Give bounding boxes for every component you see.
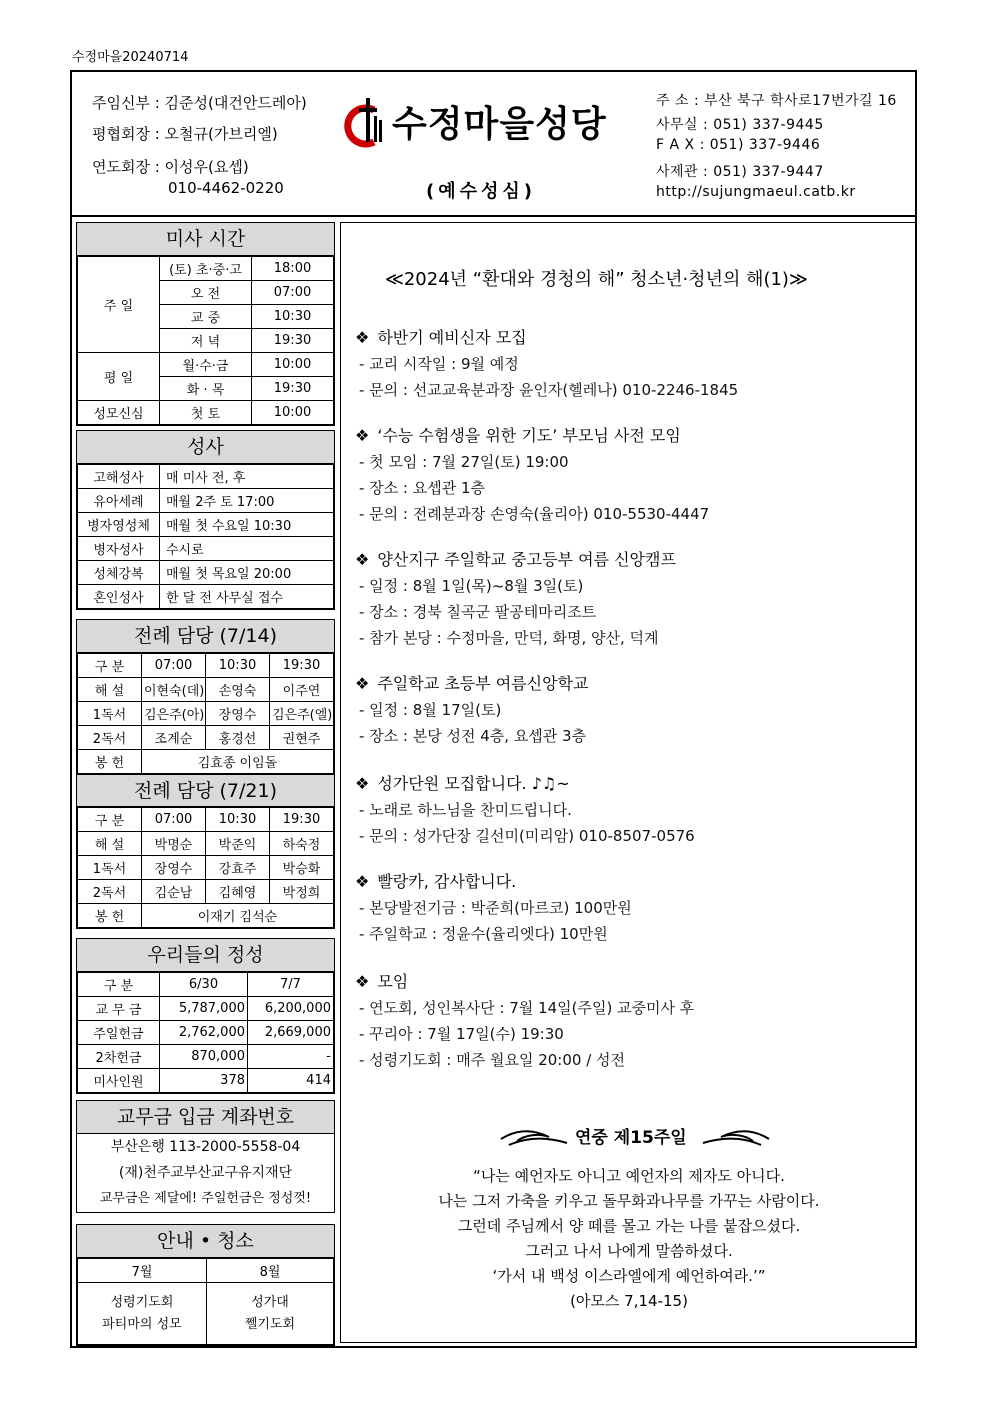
liturgy-cell: 2독서	[78, 726, 142, 750]
liturgy-cell: 강효주	[206, 856, 270, 880]
table-row	[78, 401, 334, 425]
table-row	[78, 353, 334, 377]
section-item: - 장소 : 요셉관 1층	[359, 479, 486, 497]
section-title	[355, 869, 516, 892]
liturgy-cell: 1독서	[78, 856, 142, 880]
table-row	[78, 997, 334, 1021]
cleaning-group: 성가대	[251, 1294, 289, 1310]
sacraments-box	[76, 430, 335, 610]
table-row	[78, 726, 334, 750]
cleaning-july	[78, 1283, 207, 1345]
donation-cell: 5,787,000	[160, 997, 248, 1021]
table-row	[78, 537, 334, 561]
diamond-bullet-icon: ❖	[355, 774, 370, 793]
liturgy-cell: 김은주(아)	[142, 702, 206, 726]
mass-time: 07:00	[252, 281, 334, 305]
diamond-bullet-icon: ❖	[355, 328, 370, 347]
liturgy-cell: 19:30	[270, 654, 334, 678]
liturgy-box	[76, 619, 335, 929]
section-title-text: 양산지구 주일학교 중고등부 여름 신앙캠프	[377, 550, 676, 569]
table-row	[78, 257, 334, 281]
section-item: - 문의 : 선교교육분과장 윤인자(헬레나) 010-2246-1845	[359, 381, 739, 399]
sacrament-time: 매월 첫 목요일 20:00	[160, 561, 334, 585]
table-row	[78, 904, 334, 928]
scripture-line: 그런데 주님께서 양 떼를 몰고 가는 나를 붙잡으셨다.	[457, 1217, 801, 1235]
bulletin-frame	[70, 70, 917, 1348]
year-headline: ≪2024년 “환대와 경청의 해” 청소년·청년의 해(1)≫	[385, 269, 808, 290]
cleaning-title: 안내 • 청소	[77, 1225, 334, 1258]
mass-times-box	[76, 222, 335, 426]
mass-slot: 첫 토	[160, 401, 252, 425]
document-label: 수정마을20240714	[72, 50, 189, 65]
section-title-text: 모임	[377, 972, 409, 991]
table-row	[78, 1283, 334, 1345]
pastor-line: 주임신부 : 김준성(대건안드레아)	[92, 94, 307, 112]
mass-slot: 화 · 목	[160, 377, 252, 401]
section-title	[355, 671, 588, 694]
liturgy-cell: 10:30	[206, 808, 270, 832]
account-title: 교무금 입금 계좌번호	[77, 1101, 334, 1134]
rectory-phone: 사제관 : 051) 337-9447	[656, 164, 824, 180]
section-title-text: 빨랑카, 감사합니다.	[377, 872, 517, 891]
elders-line: 연도회장 : 이성우(요셉)	[92, 158, 249, 176]
sacrament-name: 병자영성체	[78, 513, 160, 537]
mass-slot: 저 녁	[160, 329, 252, 353]
table-row	[78, 678, 334, 702]
section-item: - 일정 : 8월 17일(토)	[359, 701, 502, 719]
section-title	[355, 547, 676, 570]
cleaning-group: 성령기도회	[110, 1294, 174, 1310]
liturgy-cell: 박승화	[270, 856, 334, 880]
section-item: - 연도회, 성인복사단 : 7월 14일(주일) 교중미사 후	[359, 999, 695, 1017]
section-title	[355, 423, 681, 446]
section-item: - 주일학교 : 정윤수(율리엣다) 10만원	[359, 925, 608, 943]
account-box	[76, 1100, 335, 1213]
section-item: - 꾸리아 : 7월 17일(수) 19:30	[359, 1025, 564, 1043]
liturgy-cell: 손영숙	[206, 678, 270, 702]
table-row	[78, 1021, 334, 1045]
donation-cell: 2,669,000	[248, 1021, 334, 1045]
liturgy-cell: 07:00	[142, 654, 206, 678]
table-row	[78, 702, 334, 726]
diamond-bullet-icon: ❖	[355, 426, 370, 445]
donation-cell: 구 분	[78, 973, 160, 997]
table-row	[78, 1259, 334, 1283]
sacraments-title: 성사	[77, 431, 334, 464]
liturgy-cell: 구 분	[78, 808, 142, 832]
liturgy-cell: 구 분	[78, 654, 142, 678]
liturgy-cell: 박명순	[142, 832, 206, 856]
cleaning-table	[77, 1258, 334, 1345]
section-item: - 장소 : 경북 칠곡군 팔공테마리조트	[359, 603, 597, 621]
section-title	[355, 325, 527, 348]
diamond-bullet-icon: ❖	[355, 972, 370, 991]
section-item: - 교리 시작일 : 9월 예정	[359, 355, 519, 373]
section-title	[355, 969, 408, 992]
donation-cell: -	[248, 1045, 334, 1069]
donation-cell: 870,000	[160, 1045, 248, 1069]
scripture-reference: (아모스 7,14-15)	[570, 1292, 688, 1310]
donation-cell: 주일헌금	[78, 1021, 160, 1045]
section-title-text: 성가단원 모집합니다. ♪♫~	[377, 774, 570, 793]
liturgy-title-0714: 전례 담당 (7/14)	[77, 620, 334, 653]
sacrament-name: 병자성사	[78, 537, 160, 561]
table-row	[78, 654, 334, 678]
section-item: - 장소 : 본당 성전 4층, 요셉관 3층	[359, 727, 587, 745]
section-title	[355, 771, 570, 794]
ornament-right-icon	[701, 1125, 771, 1151]
donations-title: 우리들의 정성	[77, 939, 334, 972]
donation-cell: 교 무 금	[78, 997, 160, 1021]
donation-cell: 414	[248, 1069, 334, 1093]
section-title-text: 하반기 예비신자 모집	[377, 328, 527, 347]
month-label: 8월	[207, 1259, 334, 1283]
liturgy-cell: 07:00	[142, 808, 206, 832]
sacraments-table	[77, 464, 334, 609]
donation-cell: 2,762,000	[160, 1021, 248, 1045]
donation-cell: 미사인원	[78, 1069, 160, 1093]
mass-slot: 오 전	[160, 281, 252, 305]
weekday-label: 평 일	[78, 353, 160, 401]
month-label: 7월	[78, 1259, 207, 1283]
table-row	[78, 1069, 334, 1093]
section-item: - 노래로 하느님을 찬미드립니다.	[359, 801, 572, 819]
donation-cell: 6,200,000	[248, 997, 334, 1021]
sacrament-name: 유아세례	[78, 489, 160, 513]
section-item: - 참가 본당 : 수정마을, 만덕, 화명, 양산, 덕계	[359, 629, 659, 647]
table-row	[78, 585, 334, 609]
donation-cell: 7/7	[248, 973, 334, 997]
table-row	[78, 1045, 334, 1069]
liturgy-cell: 2독서	[78, 880, 142, 904]
sacrament-name: 혼인성사	[78, 585, 160, 609]
donation-cell: 6/30	[160, 973, 248, 997]
table-row	[78, 561, 334, 585]
table-row	[78, 750, 334, 774]
liturgy-cell: 10:30	[206, 654, 270, 678]
donations-table	[77, 972, 334, 1093]
offering-label: 봉 헌	[78, 904, 142, 928]
bulletin-header	[72, 72, 915, 217]
office-phone: 사무실 : 051) 337-9445	[656, 117, 824, 133]
council-line: 평협회장 : 오철규(가브리엘)	[92, 125, 278, 143]
table-row	[78, 880, 334, 904]
liturgy-cell: 하숙정	[270, 832, 334, 856]
mass-times-title: 미사 시간	[77, 223, 334, 256]
scripture-line: “나는 예언자도 아니고 예언자의 제자도 아니다.	[473, 1167, 785, 1185]
account-holder: (재)천주교부산교구유지재단	[118, 1165, 293, 1181]
liturgy-cell: 19:30	[270, 808, 334, 832]
mass-time: 19:30	[252, 377, 334, 401]
church-motto: (예수성심)	[426, 181, 537, 202]
liturgy-cell: 해 설	[78, 832, 142, 856]
mass-slot: 교 중	[160, 305, 252, 329]
liturgy-cell: 김은주(엘)	[270, 702, 334, 726]
mass-slot: (토) 초·중·고	[160, 257, 252, 281]
liturgy-cell: 홍경선	[206, 726, 270, 750]
diamond-bullet-icon: ❖	[355, 674, 370, 693]
liturgy-table-0714	[77, 653, 334, 774]
cleaning-august	[207, 1283, 334, 1345]
sunday-title: 연중 제15주일	[575, 1128, 687, 1148]
section-item: - 문의 : 전례분과장 손영숙(율리아) 010-5530-4447	[359, 505, 710, 523]
sacrament-time: 수시로	[160, 537, 334, 561]
offering-names: 이재기 김석순	[142, 904, 334, 928]
offering-names: 김효종 이임돌	[142, 750, 334, 774]
address-line: 주 소 : 부산 북구 학사로17번가길 16	[656, 93, 897, 109]
mass-time: 10:00	[252, 353, 334, 377]
scripture-line: ‘가서 내 백성 이스라엘에게 예언하여라.’”	[492, 1267, 766, 1285]
liturgy-cell: 김혜영	[206, 880, 270, 904]
liturgy-cell: 1독서	[78, 702, 142, 726]
liturgy-table-0721	[77, 807, 334, 928]
donation-cell: 2차헌금	[78, 1045, 160, 1069]
mass-time: 10:30	[252, 305, 334, 329]
liturgy-cell: 박준익	[206, 832, 270, 856]
section-item: - 첫 모임 : 7월 27일(토) 19:00	[359, 453, 569, 471]
table-row	[78, 465, 334, 489]
table-row	[78, 513, 334, 537]
section-item: - 성령기도회 : 매주 월요일 20:00 / 성전	[359, 1051, 626, 1069]
table-row	[78, 832, 334, 856]
mass-slot: 월·수·금	[160, 353, 252, 377]
liturgy-cell: 장영수	[206, 702, 270, 726]
sacrament-name: 성체강복	[78, 561, 160, 585]
ornament-left-icon	[499, 1125, 569, 1151]
sacrament-name: 고해성사	[78, 465, 160, 489]
section-item: - 문의 : 성가단장 길선미(미리암) 010-8507-0576	[359, 827, 695, 845]
table-row	[78, 856, 334, 880]
sunday-label: 주 일	[78, 257, 160, 353]
mass-time: 10:00	[252, 401, 334, 425]
table-row	[78, 973, 334, 997]
section-item: - 일정 : 8월 1일(목)~8월 3일(토)	[359, 577, 584, 595]
sacrament-time: 매월 2주 토 17:00	[160, 489, 334, 513]
marian-label: 성모신심	[78, 401, 160, 425]
cleaning-group: 쩰기도회	[244, 1316, 296, 1332]
announcements-panel	[340, 222, 916, 1343]
sacrament-time: 매월 첫 수요일 10:30	[160, 513, 334, 537]
liturgy-cell: 박정희	[270, 880, 334, 904]
liturgy-cell: 해 설	[78, 678, 142, 702]
liturgy-cell: 권현주	[270, 726, 334, 750]
church-emblem-icon	[344, 96, 390, 152]
website-link[interactable]: http://sujungmaeul.catb.kr	[656, 184, 856, 200]
mass-time: 18:00	[252, 257, 334, 281]
liturgy-cell: 이주연	[270, 678, 334, 702]
liturgy-cell: 장영수	[142, 856, 206, 880]
liturgy-title-0721: 전례 담당 (7/21)	[77, 774, 334, 807]
table-row	[78, 808, 334, 832]
liturgy-cell: 이현숙(데)	[142, 678, 206, 702]
liturgy-cell: 조계순	[142, 726, 206, 750]
mass-times-table	[77, 256, 334, 425]
mass-time: 19:30	[252, 329, 334, 353]
sacrament-time: 한 달 전 사무실 접수	[160, 585, 334, 609]
donations-box	[76, 938, 335, 1094]
diamond-bullet-icon: ❖	[355, 872, 370, 891]
sacrament-time: 매 미사 전, 후	[160, 465, 334, 489]
liturgy-cell: 김순남	[142, 880, 206, 904]
account-note: 교무금은 제달에! 주일헌금은 정성껏!	[99, 1191, 312, 1206]
donation-cell: 378	[160, 1069, 248, 1093]
section-title-text: ‘수능 수험생을 위한 기도’ 부모님 사전 모임	[377, 426, 681, 445]
church-logo	[344, 96, 644, 156]
cleaning-group: 파티마의 성모	[102, 1316, 182, 1332]
section-item: - 본당발전기금 : 박준희(마르코) 100만원	[359, 899, 632, 917]
scripture-line: 그러고 나서 나에게 말씀하셨다.	[525, 1242, 733, 1260]
table-row	[78, 489, 334, 513]
cleaning-box	[76, 1224, 335, 1346]
section-title-text: 주일학교 초등부 여름신앙학교	[377, 674, 589, 693]
church-name: 수정마을성당	[392, 104, 607, 145]
elders-phone: 010-4462-0220	[168, 179, 284, 197]
scripture-line: 나는 그저 가축을 키우고 돌무화과나무를 가꾸는 사람이다.	[438, 1192, 820, 1210]
bank-account: 부산은행 113-2000-5558-04	[110, 1139, 301, 1155]
fax-number: F A X : 051) 337-9446	[656, 137, 821, 153]
offering-label: 봉 헌	[78, 750, 142, 774]
diamond-bullet-icon: ❖	[355, 550, 370, 569]
